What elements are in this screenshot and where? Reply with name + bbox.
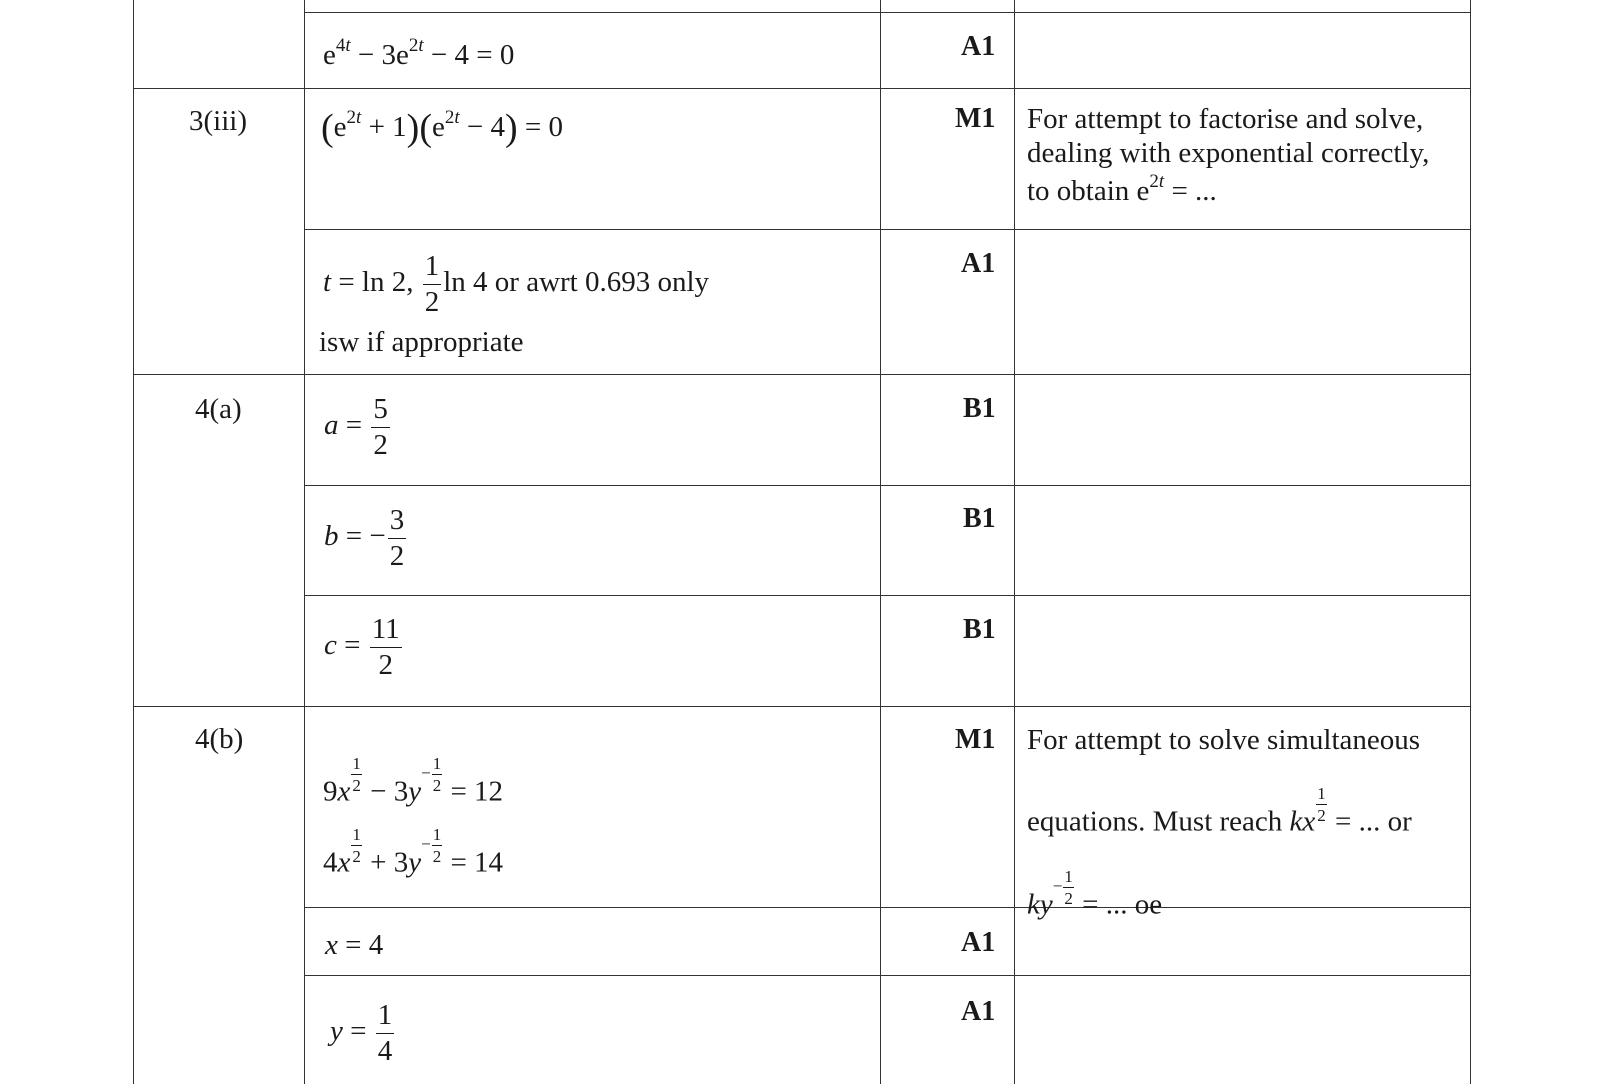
answer-note: isw if appropriate (319, 326, 524, 358)
mark-b1: B1 (963, 614, 996, 645)
row-border (133, 374, 1470, 375)
fraction: $\frac{11}{2}$ (371, 613, 400, 681)
guidance-line: to obtain $e^{2t}$ = ... (1027, 171, 1217, 207)
answer-equation-2: 4x $\frac{1}{2}$ + 3y− $\frac{1}{2}$ = 14 (323, 825, 504, 879)
question-number: 3(iii) (189, 105, 247, 137)
answer-cell: t = ln 2, $\frac{1}{2}$ ln 4 or awrt 0.693 only (323, 250, 710, 318)
answer-cell: x = 4 (325, 929, 384, 961)
question-number: 4(a) (195, 393, 242, 425)
mark-a1: A1 (961, 31, 996, 62)
question-number: 4(b) (195, 723, 244, 755)
answer-cell: $(e^{2t} + 1)(e^{2t} - 4) = 0$ (321, 107, 564, 149)
guidance-cell (1027, 102, 1467, 208)
col-border-marks (880, 0, 881, 1084)
row-border (304, 485, 1470, 486)
mark-a1: A1 (961, 248, 996, 279)
answer-cell: b = − $\frac{3}{2}$ (324, 504, 405, 572)
answer-equation-1: 9x $\frac{1}{2}$ − 3y− $\frac{1}{2}$ = 12 (323, 754, 504, 808)
mark-a1: A1 (961, 996, 996, 1027)
col-border-answer (304, 0, 305, 1084)
guidance-line: equations. Must reach kx $\frac{1}{2}$ = ... or (1027, 784, 1412, 838)
fraction: $\frac{1}{4}$ (377, 999, 393, 1067)
mark-m1: M1 (955, 103, 996, 134)
mark-b1: B1 (963, 503, 996, 534)
guidance-cell (1027, 723, 1467, 922)
answer-cell: c = $\frac{11}{2}$ (324, 613, 400, 681)
row-border (304, 595, 1470, 596)
row-border (304, 975, 1470, 976)
row-border (304, 229, 1470, 230)
answer-cell: $e^{4t} - 3e^{2t} - 4 = 0$ (323, 35, 515, 71)
col-border-left (133, 0, 134, 1084)
col-border-guidance (1014, 0, 1015, 1084)
guidance-line: For attempt to factorise and solve, (1027, 103, 1424, 135)
answer-cell: a = $\frac{5}{2}$ (324, 393, 388, 461)
guidance-line: For attempt to solve simultaneous (1027, 724, 1421, 756)
col-border-right (1470, 0, 1471, 1084)
fraction: $\frac{3}{2}$ (389, 504, 405, 572)
mark-a1: A1 (961, 927, 996, 958)
row-border (304, 12, 1470, 13)
row-border (133, 706, 1470, 707)
mark-b1: B1 (963, 393, 996, 424)
mark-m1: M1 (955, 724, 996, 755)
fraction: $\frac{5}{2}$ (373, 393, 388, 461)
fraction: $\frac{1}{2}$ (424, 250, 440, 318)
guidance-line: ky− $\frac{1}{2}$ = ... oe (1027, 867, 1163, 921)
guidance-line: dealing with exponential correctly, (1027, 137, 1430, 169)
row-border (133, 88, 1470, 89)
answer-cell: y = $\frac{1}{4}$ (330, 999, 393, 1067)
